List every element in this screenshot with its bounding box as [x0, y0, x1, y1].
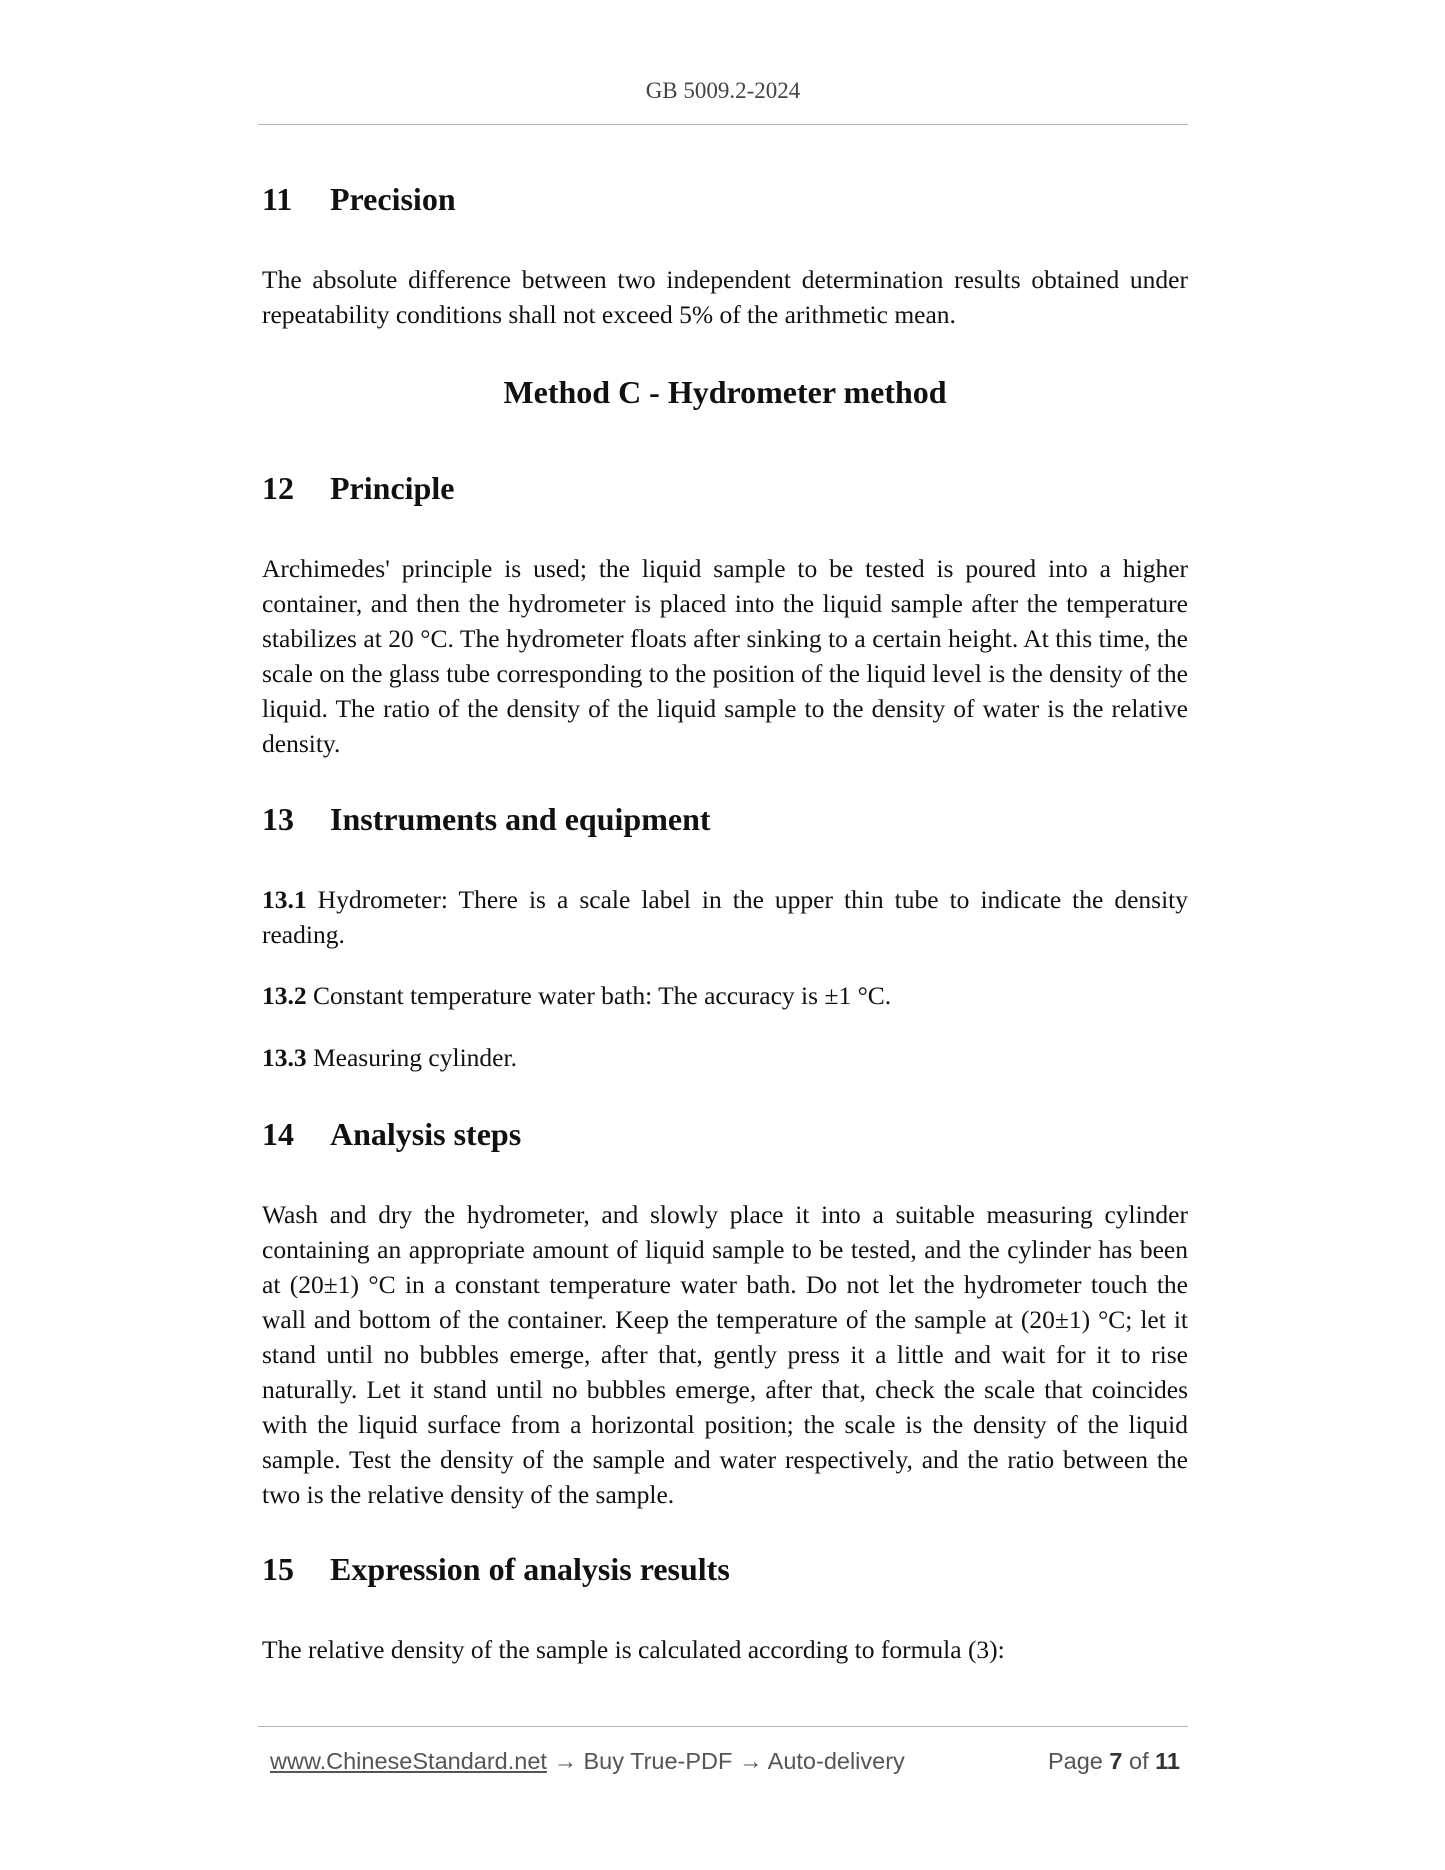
page-header: GB 5009.2-2024 — [645, 78, 801, 103]
item-text: Constant temperature water bath: The accuracy is ±1 °C. — [313, 981, 892, 1010]
item-13-1 — [262, 882, 1188, 952]
footer-promo — [270, 1748, 905, 1775]
section-12 — [262, 469, 1188, 507]
list-item — [262, 882, 1188, 952]
page-current: 7 — [1109, 1748, 1123, 1774]
section-number: 14 — [262, 1116, 294, 1152]
section-11-body — [262, 262, 1188, 332]
of-label: of — [1129, 1748, 1149, 1774]
section-title: Analysis steps — [330, 1116, 522, 1152]
section-15-body — [262, 1632, 1188, 1667]
section-heading — [262, 1550, 1188, 1588]
section-heading — [262, 1115, 1188, 1153]
section-heading — [262, 180, 1188, 218]
item-number: 13.2 — [262, 981, 307, 1010]
footer-buy-text: → Buy True-PDF → Auto-delivery — [546, 1748, 905, 1774]
page-indicator — [1048, 1748, 1180, 1775]
section-heading — [262, 469, 1188, 507]
item-text: Measuring cylinder. — [313, 1043, 517, 1072]
item-13-2 — [262, 978, 1188, 1013]
item-number: 13.1 — [262, 885, 307, 914]
page-total: 11 — [1155, 1748, 1180, 1774]
section-title: Precision — [330, 181, 456, 217]
page-label: Page — [1047, 1748, 1103, 1774]
section-title: Instruments and equipment — [330, 801, 711, 837]
section-15 — [262, 1550, 1188, 1588]
footer-divider — [258, 1726, 1188, 1727]
method-title: Method C - Hydrometer method — [503, 374, 947, 410]
section-13 — [262, 800, 1188, 838]
item-number: 13.3 — [262, 1043, 307, 1072]
section-14-body — [262, 1197, 1188, 1512]
section-title: Principle — [330, 470, 455, 506]
section-14 — [262, 1115, 1188, 1153]
item-13-3 — [262, 1040, 1188, 1075]
website-link[interactable]: www.ChineseStandard.net — [270, 1748, 547, 1774]
item-text: Hydrometer: There is a scale label in the upper thin tube to indicate the density reading. — [262, 885, 1189, 949]
section-number: 13 — [262, 801, 294, 837]
section-11 — [262, 180, 1188, 218]
section-number: 11 — [262, 181, 293, 217]
method-c-heading — [262, 373, 1188, 411]
section-12-body — [262, 551, 1188, 761]
header-divider — [258, 124, 1188, 125]
page-footer — [270, 1748, 1180, 1782]
paragraph: Wash and dry the hydrometer, and slowly place it into a suitable measuring cylinder containing an appropriate amount of liquid sample to be tested, and the cylinder has been at (20±1) °C in a constant temperature water bath. Do not let the hydrometer touch the wall and bottom of the container. Keep the temperature of the sample at (20±1) °C; let it stand until no bubbles emerge, after that, gently press it a little and wait for it to rise naturally. Let it stand until no bubbles emerge, after that, check the scale that coincides with the liquid surface from a horizontal position; the scale is the density of the liquid sample. Test the density of the sample and water respectively, and the ratio between the two is the relative density of the sample. — [262, 1200, 1188, 1509]
paragraph: Archimedes' principle is used; the liquid sample to be tested is poured into a higher container, and then the hydrometer is placed into the liquid sample after the temperature stabilizes at 20 °C. The hydrometer floats after sinking to a certain height. At this time, the scale on the glass tube corresponding to the position of the liquid level is the density of the liquid. The ratio of the density of the liquid sample to the density of water is the relative density. — [262, 554, 1188, 758]
section-heading — [262, 800, 1188, 838]
section-title: Expression of analysis results — [330, 1551, 730, 1587]
paragraph: The absolute difference between two independent determination results obtained under repeatability conditions shall not exceed 5% of the arithmetic mean. — [262, 265, 1188, 329]
section-number: 12 — [262, 470, 294, 506]
list-item — [262, 1040, 1188, 1075]
section-number: 15 — [262, 1551, 294, 1587]
list-item — [262, 978, 1188, 1013]
paragraph: The relative density of the sample is calculated according to formula (3): — [262, 1635, 1005, 1664]
